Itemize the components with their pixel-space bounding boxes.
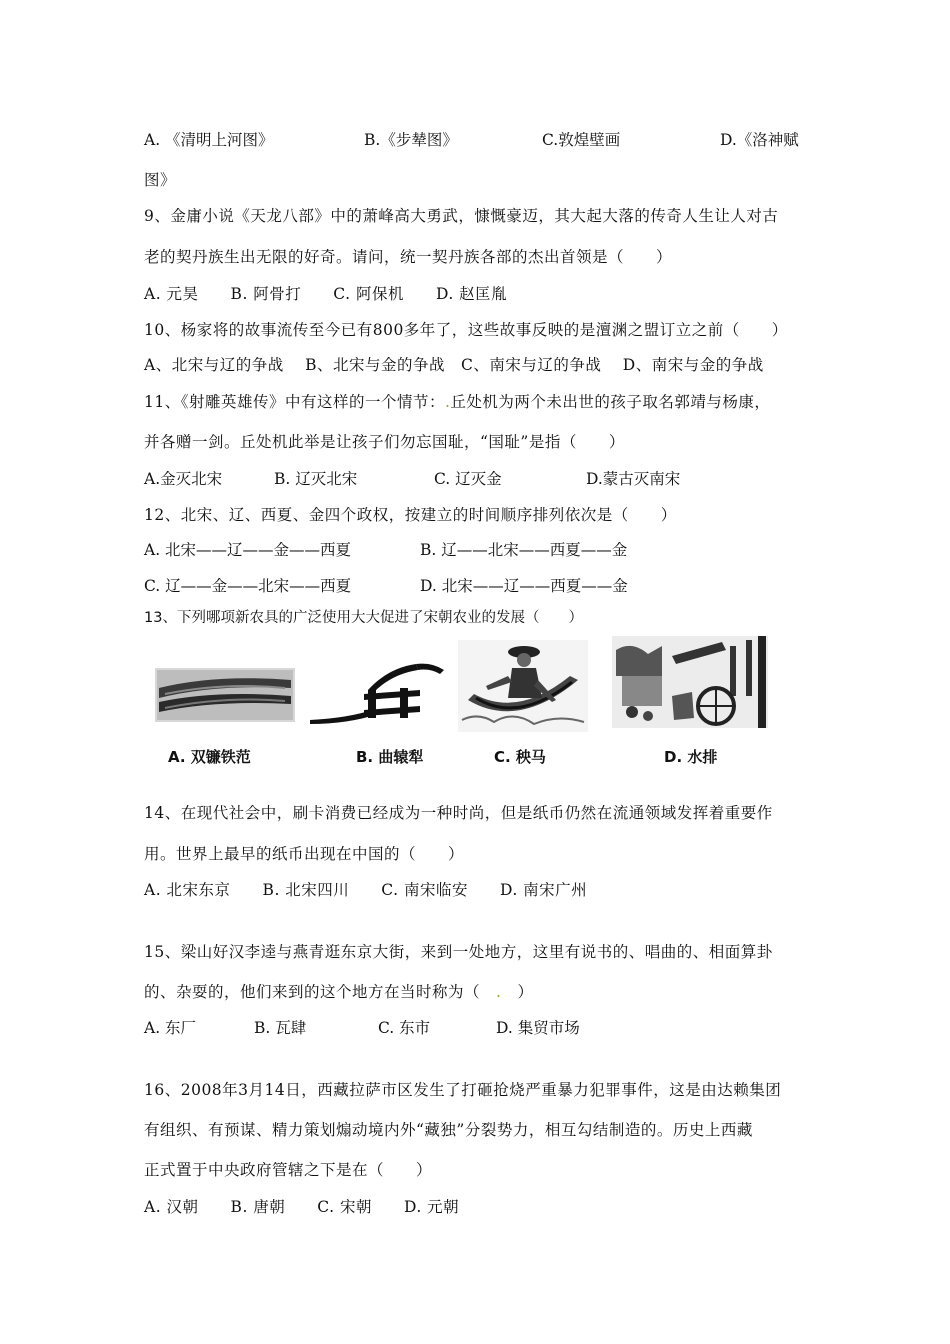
editor-mark: .	[480, 983, 518, 1001]
q8-option-b: B.《步辇图》	[364, 131, 458, 149]
q9-stem-line1: 9、金庸小说《天龙八部》中的萧峰高大勇武，慷慨豪迈，其大起大落的传奇人生让人对古	[144, 207, 779, 225]
q9-stem-line2: 老的契丹族生出无限的好奇。请问，统一契丹族各部的杰出首领是（ ）	[144, 248, 673, 266]
q10-stem: 10、杨家将的故事流传至今已有800多年了，这些故事反映的是澶渊之盟订立之前（ ）	[144, 321, 788, 339]
q16-stem-line3: 正式置于中央政府管辖之下是在（ ）	[144, 1161, 433, 1179]
q15-option-d: D. 集贸市场	[496, 1019, 580, 1037]
q8-option-d: D.《洛神赋	[720, 131, 799, 149]
q11-stem-line1-part2: 丘处机为两个未出世的孩子取名郭靖与杨康，	[450, 393, 771, 411]
q16-stem-line1: 16、2008年3月14日，西藏拉萨市区发生了打砸抢烧严重暴力犯罪事件，这是由达赖集团	[144, 1081, 782, 1099]
q12-option-c: C. 辽——金——北宋——西夏	[144, 577, 352, 595]
q15-option-a: A. 东厂	[144, 1019, 197, 1037]
q15-stem-line2	[144, 980, 533, 1002]
q11-stem-line2: 并各赠一剑。丘处机此举是让孩子们勿忘国耻，“国耻”是指（ ）	[144, 433, 625, 451]
q14-stem-line2: 用。世界上最早的纸币出现在中国的（ ）	[144, 845, 465, 863]
q12-option-b: B. 辽——北宋——西夏——金	[420, 541, 628, 559]
q10-options: A、北宋与辽的争战 B、北宋与金的争战 C、南宋与辽的争战 D、南宋与金的争战	[144, 356, 764, 374]
q11-stem-line1	[144, 390, 770, 412]
q15-option-b: B. 瓦肆	[254, 1019, 307, 1037]
q11-stem-line1-part1: 11、《射雕英雄传》中有这样的一个情节：	[144, 393, 445, 411]
q9-options: A. 元昊 B. 阿骨打 C. 阿保机 D. 赵匡胤	[144, 285, 508, 303]
q13-caption-b: B. 曲辕犁	[356, 748, 424, 766]
q12-option-a: A. 北宋——辽——金——西夏	[144, 541, 352, 559]
q11-option-b: B. 辽灭北宋	[274, 470, 358, 488]
q15-stem-line1: 15、梁山好汉李逵与燕青逛东京大街，来到一处地方，这里有说书的、唱曲的、相面算卦	[144, 943, 773, 961]
q13-caption-d: D. 水排	[664, 748, 718, 766]
rice-seedling-horse-image	[458, 640, 588, 732]
q12-option-d: D. 北宋——辽——西夏——金	[420, 577, 628, 595]
q16-options: A. 汉朝 B. 唐朝 C. 宋朝 D. 元朝	[144, 1198, 460, 1216]
editor-mark: .	[444, 393, 451, 411]
q15-stem-line2-part1: 的、杂耍的，他们来到的这个地方在当时称为（	[144, 983, 481, 1001]
q8-option-a: A. 《清明上河图》	[144, 131, 274, 149]
q16-stem-line2: 有组织、有预谋、精力策划煽动境内外“藏独”分裂势力，相互勾结制造的。历史上西藏	[144, 1121, 753, 1139]
q11-option-d: D.蒙古灭南宋	[586, 470, 681, 488]
q8-option-d-wrap: 图》	[144, 171, 177, 189]
q13-caption-c: C. 秧马	[494, 748, 546, 766]
q14-stem-line1: 14、在现代社会中，刷卡消费已经成为一种时尚，但是纸币仍然在流通领域发挥着重要作	[144, 804, 773, 822]
q15-option-c: C. 东市	[378, 1019, 431, 1037]
q13-stem: 13、下列哪项新农具的广泛使用大大促进了宋朝农业的发展（ ）	[144, 610, 583, 626]
q11-option-a: A.金灭北宋	[144, 470, 223, 488]
q11-option-c: C. 辽灭金	[434, 470, 502, 488]
q14-options: A. 北宋东京 B. 北宋四川 C. 南宋临安 D. 南宋广州	[144, 881, 588, 899]
double-sickle-iron-mold-image	[155, 668, 295, 722]
curved-shaft-plow-image	[308, 660, 448, 726]
q15-stem-line2-part2: ）	[517, 983, 534, 1001]
q8-option-c: C.敦煌壁画	[542, 131, 621, 149]
q12-stem: 12、北宋、辽、西夏、金四个政权，按建立的时间顺序排列依次是（ ）	[144, 506, 677, 524]
water-driven-bellows-image	[612, 636, 768, 728]
q13-caption-a: A. 双镰铁范	[168, 748, 251, 766]
